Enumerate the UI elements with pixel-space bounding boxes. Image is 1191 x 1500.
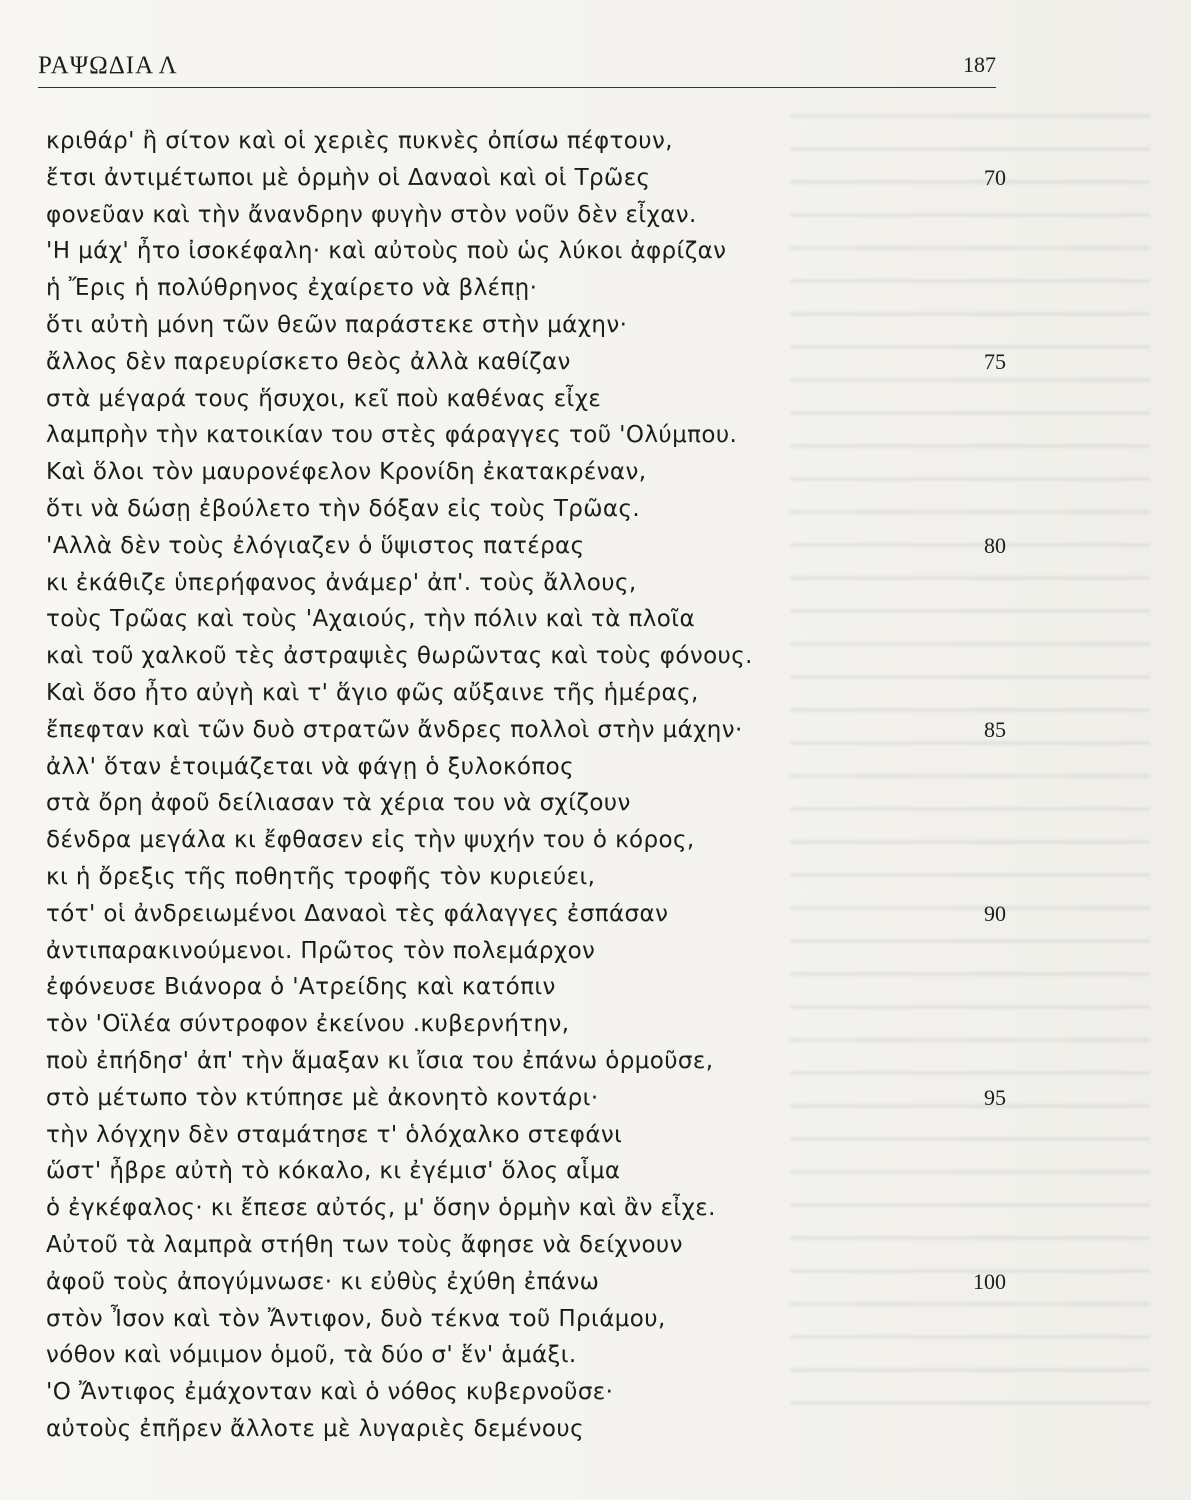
verse-line (46, 969, 1006, 1006)
verse-line (46, 1117, 1006, 1154)
verse-line (46, 1374, 1006, 1411)
line-number: 80 (984, 532, 1006, 558)
line-number: 75 (984, 348, 1006, 374)
verse-line (46, 1264, 1006, 1301)
verse-line (46, 1411, 1006, 1448)
verse-text: λαμπρὴν τὴν κατοικίαν του στὲς φάραγγες τοῦ 'Ολύμπου. (46, 422, 738, 449)
verse-line (46, 123, 1006, 160)
verse-text: Αὐτοῦ τὰ λαμπρὰ στήθη των τοὺς ἄφησε νὰ δείχνουν (46, 1231, 683, 1258)
verse-line (46, 822, 1006, 859)
verse-line (46, 785, 1006, 822)
verse-text: καὶ τοῦ χαλκοῦ τὲς ἀστραψιὲς θωρῶντας καὶ τοὺς φόνους. (46, 643, 753, 670)
line-number: 95 (984, 1084, 1006, 1110)
verse-line (46, 638, 1006, 675)
verse-line (46, 160, 1006, 197)
verse-line (46, 859, 1006, 896)
verse-line (46, 712, 1006, 749)
line-number: 85 (984, 716, 1006, 742)
verse-text: τὸν 'Οϊλέα σύντροφον ἐκείνου .κυβερνήτην, (46, 1011, 570, 1038)
poem-body (46, 123, 1006, 1448)
verse-line (46, 1190, 1006, 1227)
line-number: 70 (984, 164, 1006, 190)
verse-line (46, 197, 1006, 234)
verse-text: ποὺ ἐπήδησ' ἀπ' τὴν ἅμαξαν κι ἴσια του ἐπάνω ὁρμοῦσε, (46, 1047, 714, 1074)
page-number: 187 (963, 52, 996, 77)
verse-text: ἐφόνευσε Βιάνορα ὁ 'Ατρείδης καὶ κατόπιν (46, 974, 556, 1001)
verse-line (46, 933, 1006, 970)
verse-text: ἄλλος δὲν παρευρίσκετο θεὸς ἀλλὰ καθίζαν (46, 348, 571, 375)
verse-text: ὁ ἐγκέφαλος· κι ἔπεσε αὐτός, μ' ὅσην ὁρμὴν καὶ ἂν εἶχε. (46, 1195, 716, 1222)
verse-line (46, 749, 1006, 786)
verse-line (46, 454, 1006, 491)
verse-text: στὰ ὄρη ἀφοῦ δείλιασαν τὰ χέρια του νὰ σχίζουν (46, 790, 631, 817)
verse-line (46, 1043, 1006, 1080)
verse-line (46, 675, 1006, 712)
verse-line (46, 896, 1006, 933)
verse-line (46, 1301, 1006, 1338)
verse-text: ὥστ' ἦβρε αὐτὴ τὸ κόκαλο, κι ἐγέμισ' ὅλος αἷμα (46, 1158, 621, 1185)
verse-text: κι ἐκάθιζε ὑπερήφανος ἀνάμερ' ἀπ'. τοὺς ἄλλους, (46, 569, 637, 596)
verse-text: τοὺς Τρῶας καὶ τοὺς 'Αχαιούς, τὴν πόλιν καὶ τὰ πλοῖα (46, 606, 696, 633)
verse-text: ἀφοῦ τοὺς ἀπογύμνωσε· κι εὐθὺς ἐχύθη ἐπάνω (46, 1268, 600, 1295)
verse-text: φονεῦαν καὶ τὴν ἄνανδρην φυγὴν στὸν νοῦν δὲν εἶχαν. (46, 201, 697, 228)
verse-text: ὅτι αὐτὴ μόνη τῶν θεῶν παράστεκε στὴν μάχην· (46, 311, 628, 338)
verse-text: στὸν Ἶσον καὶ τὸν Ἄντιφον, δυὸ τέκνα τοῦ Πριάμου, (46, 1305, 666, 1332)
verse-text: ἀντιπαρακινούμενοι. Πρῶτος τὸν πολεμάρχον (46, 937, 596, 964)
verse-line (46, 491, 1006, 528)
verse-text: ἔτσι ἀντιμέτωποι μὲ ὁρμὴν οἱ Δαναοὶ καὶ οἱ Τρῶες (46, 164, 651, 191)
verse-text: αὐτοὺς ἐπῆρεν ἄλλοτε μὲ λυγαριὲς δεμένους (46, 1415, 584, 1442)
verse-text: νόθον καὶ νόμιμον ὁμοῦ, τὰ δύο σ' ἕν' ἁμάξι. (46, 1342, 577, 1369)
verse-line (46, 1337, 1006, 1374)
verse-text: στὸ μέτωπο τὸν κτύπησε μὲ ἀκονητὸ κοντάρι· (46, 1084, 599, 1111)
line-number: 100 (973, 1268, 1006, 1294)
line-number: 90 (984, 900, 1006, 926)
verse-text: δένδρα μεγάλα κι ἔφθασεν εἰς τὴν ψυχήν του ὁ κόρος, (46, 827, 695, 854)
verse-text: 'Αλλὰ δὲν τοὺς ἐλόγιαζεν ὁ ὕψιστος πατέρας (46, 532, 585, 559)
verse-line (46, 601, 1006, 638)
verse-line (46, 270, 1006, 307)
verse-text: κριθάρ' ἢ σίτον καὶ οἱ χεριὲς πυκνὲς ὀπίσω πέφτουν, (46, 128, 673, 154)
verse-text: ἔπεφταν καὶ τῶν δυὸ στρατῶν ἄνδρες πολλοὶ στὴν μάχην· (46, 716, 743, 743)
verse-text: τότ' οἱ ἀνδρειωμένοι Δαναοὶ τὲς φάλαγγες ἐσπάσαν (46, 900, 669, 927)
chapter-title: ΡΑΨΩΔΙΑ Λ (38, 52, 178, 79)
verse-line (46, 1080, 1006, 1117)
verse-text: 'Η μάχ' ἦτο ἰσοκέφαλη· καὶ αὐτοὺς ποὺ ὡς λύκοι ἀφρίζαν (46, 238, 727, 265)
verse-line (46, 307, 1006, 344)
header-rule (38, 87, 996, 88)
verse-text: τὴν λόγχην δὲν σταμάτησε τ' ὁλόχαλκο στεφάνι (46, 1121, 623, 1148)
verse-line (46, 1153, 1006, 1190)
verse-line (46, 1227, 1006, 1264)
verse-line (46, 528, 1006, 565)
verse-line (46, 565, 1006, 602)
page-header (38, 52, 996, 86)
verse-text: ὅτι νὰ δώσῃ ἐβούλετο τὴν δόξαν εἰς τοὺς Τρῶας. (46, 495, 641, 522)
verse-text: Καὶ ὅλοι τὸν μαυρονέφελον Κρονίδη ἐκατακρέναν, (46, 459, 647, 486)
verse-text: ἡ Ἔρις ἡ πολύθρηνος ἐχαίρετο νὰ βλέπῃ· (46, 275, 538, 302)
verse-line (46, 417, 1006, 454)
verse-line (46, 233, 1006, 270)
verse-line (46, 344, 1006, 381)
verse-text: κι ἡ ὄρεξις τῆς ποθητῆς τροφῆς τὸν κυριεύει, (46, 863, 596, 890)
verse-line (46, 381, 1006, 418)
verse-text: Καὶ ὅσο ἦτο αὐγὴ καὶ τ' ἅγιο φῶς αὔξαινε τῆς ἡμέρας, (46, 679, 699, 706)
verse-line (46, 1006, 1006, 1043)
verse-text: 'Ο Ἄντιφος ἐμάχονταν καὶ ὁ νόθος κυβερνοῦσε· (46, 1379, 614, 1406)
verse-text: στὰ μέγαρά τους ἥσυχοι, κεῖ ποὺ καθένας εἶχε (46, 385, 602, 412)
verse-text: ἀλλ' ὅταν ἑτοιμάζεται νὰ φάγῃ ὁ ξυλοκόπος (46, 753, 575, 780)
